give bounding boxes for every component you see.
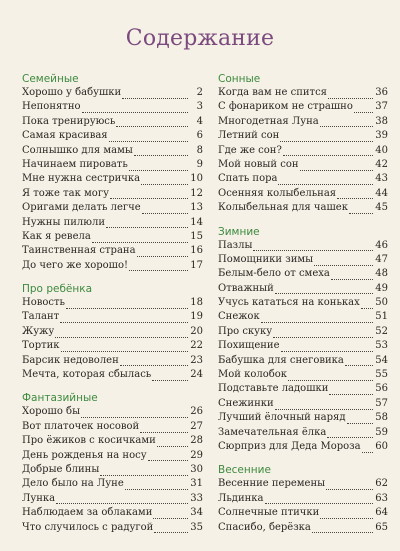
toc-entry[interactable] [22,492,203,506]
toc-entry[interactable] [22,158,203,172]
page-number: 23 [190,354,203,366]
page-number: 8 [196,144,203,156]
dot-leader [337,188,373,199]
dot-leader [283,145,373,156]
dot-leader [92,232,188,243]
page-number: 26 [190,406,203,418]
dot-leader [361,298,373,309]
toc-entry[interactable] [218,310,388,324]
entry-title: Летний сон [218,130,280,142]
dot-leader [253,240,373,251]
page-number: 59 [375,426,388,438]
dot-leader [61,341,188,352]
page-number: 51 [375,311,388,323]
dot-leader [275,399,373,410]
entry-title: Подставьте ладошки [218,383,329,395]
page-number: 62 [375,478,388,490]
page-number: 58 [375,412,388,424]
toc-entry[interactable] [218,239,388,253]
dot-leader [154,522,188,533]
entry-title: Нужны пилюли [22,216,106,228]
page-number: 31 [190,478,203,490]
section-title: Фантазийные [22,392,98,405]
dot-leader [329,384,373,395]
toc-entry[interactable] [218,411,388,425]
dot-leader [60,312,188,323]
toc-entry[interactable] [22,144,203,158]
dot-leader [82,102,188,113]
dot-leader [281,341,373,352]
dot-leader [278,174,373,185]
entry-title: Мой новый сон [218,158,299,170]
entry-title: Помощники зимы [218,253,314,265]
page-number: 20 [190,325,203,337]
entry-title: День рожденья на носу [22,449,147,461]
entry-title: Сюрприз для Деда Мороза [218,440,361,452]
entry-title: До чего же хорошо! [22,259,129,271]
dot-leader [347,413,373,424]
entry-title: Мне нужна сестричка [22,173,141,185]
entry-title: Пока тренируюсь [22,115,116,127]
dot-leader [275,283,373,294]
page-number: 48 [375,268,388,280]
toc-entry[interactable] [22,463,203,477]
toc-entry[interactable] [22,115,203,129]
section-title: Сонные [218,73,261,85]
page-number: 24 [190,369,203,381]
section-title: Весенние [218,464,271,477]
page-number: 40 [375,144,388,156]
toc-entry[interactable] [218,267,388,281]
section-title: Зимние [218,225,260,238]
dot-leader [125,479,188,490]
page-number: 50 [375,297,388,309]
entry-title: Про скуку [218,325,273,337]
entry-title: Отважный [218,282,274,294]
toc-entry[interactable] [22,230,203,244]
dot-leader [153,508,188,519]
entry-title: Мечта, которая сбылась [22,369,152,381]
dot-leader [157,436,188,447]
entry-title: Тортик [22,340,60,352]
toc-entry[interactable] [218,253,388,267]
toc-entry[interactable] [218,440,388,454]
entry-title: Льдинка [218,492,264,504]
dot-leader [100,465,188,476]
page-number: 18 [190,297,203,309]
entry-title: Солнышко для мамы [22,144,133,156]
dot-leader [129,160,188,171]
dot-leader [148,450,188,461]
entry-title: Спасибо, берёзка [218,521,311,533]
entry-title: Дело было на Луне [22,478,124,490]
dot-leader [141,174,188,185]
entry-title: Наблюдаем за облаками [22,507,153,519]
toc-entry[interactable] [22,339,203,353]
dot-leader [288,370,373,381]
dot-leader [280,131,373,142]
dot-leader [122,88,188,99]
toc-section [22,391,203,535]
entry-title: Мой колобок [218,369,288,381]
page-number: 55 [375,369,388,381]
toc-entry[interactable] [22,420,203,434]
page-number: 49 [375,282,388,294]
entry-title: Спать пора [218,173,278,185]
dot-leader [142,203,188,214]
page-number: 37 [375,101,388,113]
dot-leader [331,269,373,280]
page-title: Содержание [125,26,275,51]
dot-leader [116,116,188,127]
dot-leader [56,493,188,504]
entry-title: Что случилось с радугой [22,521,154,533]
toc-entry[interactable] [218,506,388,520]
toc-entry[interactable] [218,201,388,215]
page-number: 12 [190,187,203,199]
entry-title: Как я ревела [22,230,91,242]
page-number: 6 [196,130,203,142]
entry-title: Снежок [218,311,260,323]
toc-column-left [22,70,203,544]
toc-entry[interactable] [218,158,388,172]
dot-leader [261,312,373,323]
dot-leader [300,160,373,171]
dot-leader [110,188,188,199]
page-number: 47 [375,253,388,265]
entry-title: Осенняя колыбельная [218,187,337,199]
entry-title: Добрые блины [22,463,100,475]
page-number: 57 [375,397,388,409]
dot-leader [362,442,373,453]
toc-entry[interactable] [218,187,388,201]
page-number: 22 [190,340,203,352]
page-number: 28 [190,435,203,447]
page-number: 53 [375,340,388,352]
entry-title: Похищение [218,340,280,352]
entry-title: Солнечные птички [218,507,320,519]
entry-title: Непонятно [22,101,81,113]
section-title: Про ребёнка [22,283,93,296]
page-number: 10 [190,173,203,185]
toc-section [22,72,203,273]
page-number: 16 [190,245,203,257]
entry-title: Бабушка для снеговика [218,354,344,366]
toc-entry[interactable] [218,115,388,129]
toc-entry[interactable] [218,282,388,296]
toc-entry[interactable] [22,434,203,448]
entry-title: Снежинки [218,397,274,409]
entry-title: Я тоже так могу [22,187,109,199]
toc-entry[interactable] [22,259,203,273]
dot-leader [134,145,188,156]
entry-title: Барсик недоволен [22,354,119,366]
toc-entry[interactable] [218,339,388,353]
entry-title: Хорошо у бабушки [22,86,122,98]
page-number: 45 [375,202,388,214]
page-number: 4 [196,115,203,127]
page-number: 35 [190,521,203,533]
dot-leader [137,246,188,257]
toc-entry[interactable] [218,100,388,114]
toc-entry[interactable] [218,382,388,396]
dot-leader [320,116,373,127]
toc-entry[interactable] [218,172,388,186]
entry-title: Хорошо бы [22,406,81,418]
entry-title: Таинственная страна [22,245,136,257]
toc-entry[interactable] [22,368,203,382]
toc-entry[interactable] [218,296,388,310]
page-number: 42 [375,158,388,170]
entry-title: Учусь кататься на коньках [218,297,360,309]
entry-title: Пазлы [218,239,253,251]
dot-leader [129,260,188,271]
section-title: Семейные [22,73,79,85]
toc-entry[interactable] [218,144,388,158]
page-number: 64 [375,507,388,519]
entry-title: Весенние перемены [218,478,326,490]
dot-leader [120,355,188,366]
page-number: 52 [375,325,388,337]
toc-entry[interactable] [218,325,388,339]
entry-title: Про ёжиков с косичками [22,435,156,447]
entry-title: Колыбельная для чашек [218,202,348,214]
page-number: 63 [375,492,388,504]
page-number: 43 [375,173,388,185]
dot-leader [326,479,373,490]
toc-entry[interactable] [22,100,203,114]
page-number: 33 [190,492,203,504]
dot-leader [273,327,373,338]
dot-leader [349,203,373,214]
toc-entry[interactable] [22,354,203,368]
dot-leader [66,298,188,309]
dot-leader [345,355,373,366]
toc-entry[interactable] [218,368,388,382]
entry-title: Начинаем пировать [22,158,128,170]
toc-entry[interactable] [22,187,203,201]
toc-entry[interactable] [22,310,203,324]
page-number: 54 [375,354,388,366]
page-number: 15 [190,230,203,242]
dot-leader [354,102,373,113]
page-number: 56 [375,383,388,395]
entry-title: Когда вам не спится [218,86,327,98]
page-number: 65 [375,521,388,533]
toc-entry[interactable] [22,521,203,535]
page-number: 36 [375,86,388,98]
toc-section [218,72,388,216]
toc-entry[interactable] [218,129,388,143]
entry-title: Где же сон? [218,144,282,156]
entry-title: Вот платочек носовой [22,420,140,432]
entry-title: Новость [22,297,65,309]
page-number: 29 [190,449,203,461]
dot-leader [140,422,188,433]
toc-entry[interactable] [22,244,203,258]
page-number: 44 [375,187,388,199]
toc-entry[interactable] [218,86,388,100]
entry-title: Многодетная Луна [218,115,319,127]
dot-leader [327,427,373,438]
toc-entry[interactable] [22,449,203,463]
dot-leader [152,370,188,381]
page-number: 2 [196,86,203,98]
toc-entry[interactable] [22,296,203,310]
page-number: 14 [190,216,203,228]
toc-entry[interactable] [218,521,388,535]
dot-leader [320,508,373,519]
dot-leader [81,407,188,418]
dot-leader [328,88,373,99]
toc-entry[interactable] [22,506,203,520]
page-number: 13 [190,202,203,214]
toc-entry[interactable] [22,201,203,215]
toc-entry[interactable] [22,172,203,186]
page-number: 3 [196,101,203,113]
dot-leader [106,217,188,228]
page-number: 34 [190,507,203,519]
toc-entry[interactable] [22,86,203,100]
page-number: 27 [190,420,203,432]
toc-entry[interactable] [218,354,388,368]
entry-title: С фонариком не страшно [218,101,353,113]
page-number: 30 [190,463,203,475]
dot-leader [109,131,188,142]
toc-section [22,282,203,382]
toc-entry[interactable] [218,397,388,411]
toc-entry[interactable] [22,216,203,230]
entry-title: Талант [22,311,60,323]
entry-title: Оригами делать легче [22,202,141,214]
toc-column-right [218,70,388,544]
entry-title: Жужу [22,325,55,337]
toc-entry[interactable] [22,477,203,491]
entry-title: Лунка [22,492,56,504]
page-number: 17 [190,259,203,271]
toc-entry[interactable] [22,405,203,419]
page-number: 46 [375,239,388,251]
entry-title: Белым-бело от смеха [218,268,330,280]
toc-entry[interactable] [22,325,203,339]
toc-section [218,225,388,455]
page-number: 60 [375,440,388,452]
toc-entry[interactable] [218,426,388,440]
toc-entry[interactable] [218,477,388,491]
dot-leader [314,255,373,266]
page-number: 19 [190,311,203,323]
dot-leader [312,522,373,533]
toc-entry[interactable] [22,129,203,143]
entry-title: Лучший ёлочный наряд [218,412,346,424]
dot-leader [55,327,188,338]
toc-section [218,463,388,535]
page-number: 9 [196,158,203,170]
entry-title: Самая красивая [22,130,108,142]
entry-title: Замечательная ёлка [218,426,327,438]
page-number: 38 [375,115,388,127]
page-number: 39 [375,130,388,142]
dot-leader [265,493,374,504]
toc-entry[interactable] [218,492,388,506]
